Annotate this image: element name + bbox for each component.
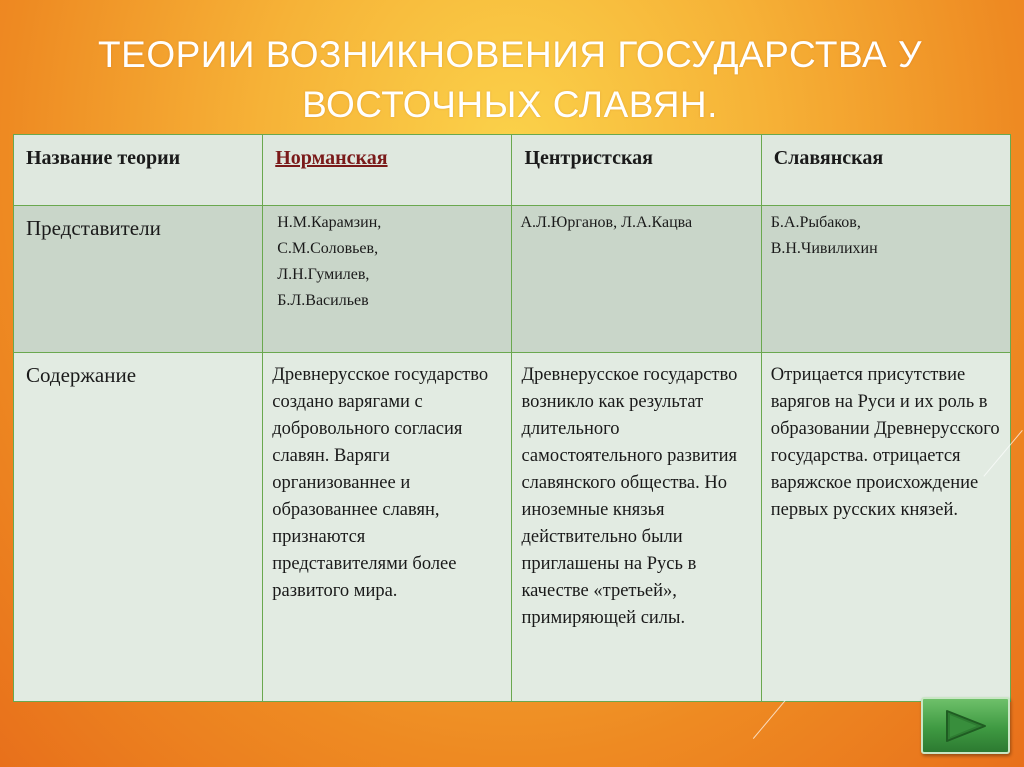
- norman-rep-1: Н.М.Карамзин,: [277, 214, 382, 231]
- slavic-content-cell: [761, 353, 1010, 702]
- content-label-cell: [14, 353, 263, 702]
- representatives-row: [14, 206, 1011, 353]
- header-slavic: Славянская: [773, 147, 884, 169]
- norman-content: Древнерусское государство создано варягами с добровольного согласия славян. Варяги организованнее и образованнее славян, признаются представителями более развитого мира.: [272, 365, 489, 601]
- title-line-2: ВОСТОЧНЫХ СЛАВЯН.: [302, 84, 718, 125]
- slavic-representatives-cell: [761, 206, 1010, 353]
- slavic-rep-2: В.Н.Чивилихин: [770, 240, 878, 257]
- norman-rep-4: Б.Л.Васильев: [277, 292, 369, 309]
- content-row: [14, 353, 1011, 702]
- centrist-content: Древнерусское государство возникло как результат длительного самостоятельного развития славянского общества. Но иноземные князья действительно были приглашены на Русь в качестве «третьей», примиряющей силы.: [521, 365, 738, 628]
- header-cell-centrist: [512, 135, 761, 206]
- norman-rep-2: С.М.Соловьев,: [277, 240, 379, 257]
- norman-content-cell: [263, 353, 512, 702]
- content-label: Содержание: [26, 363, 137, 387]
- header-centrist: Центристская: [524, 147, 654, 169]
- play-arrow-icon: [943, 708, 989, 744]
- representatives-label: Представители: [26, 216, 161, 240]
- centrist-content-cell: [512, 353, 761, 702]
- header-row: [14, 135, 1011, 206]
- slavic-rep-1: Б.А.Рыбаков,: [770, 214, 861, 231]
- slavic-content: Отрицается присутствие варягов на Руси и их роль в образовании Древнерусского государства. отрицается варяжское происхождение первых русских князей.: [770, 365, 1000, 520]
- decorative-line-2: [753, 700, 786, 739]
- header-norman-wrap: [263, 135, 511, 170]
- norman-theory-link[interactable]: Норманская: [275, 147, 388, 169]
- slavic-representatives: [762, 206, 1010, 262]
- header-cell-norman: [263, 135, 512, 206]
- centrist-representatives: А.Л.Юрганов, Л.А.Кацва: [520, 214, 693, 231]
- slide-title: [60, 30, 960, 130]
- theories-table: [13, 134, 1011, 702]
- centrist-representatives-cell: [512, 206, 761, 353]
- norman-representatives-cell: [263, 206, 512, 353]
- norman-rep-3: Л.Н.Гумилев,: [277, 266, 370, 283]
- norman-representatives: [263, 206, 511, 314]
- next-slide-button[interactable]: [921, 697, 1010, 754]
- header-cell-slavic: [761, 135, 1010, 206]
- title-line-1: ТЕОРИИ ВОЗНИКНОВЕНИЯ ГОСУДАРСТВА У: [98, 34, 922, 75]
- representatives-label-cell: [14, 206, 263, 353]
- header-cell-name: [14, 135, 263, 206]
- header-theory-name: Название теории: [26, 147, 181, 169]
